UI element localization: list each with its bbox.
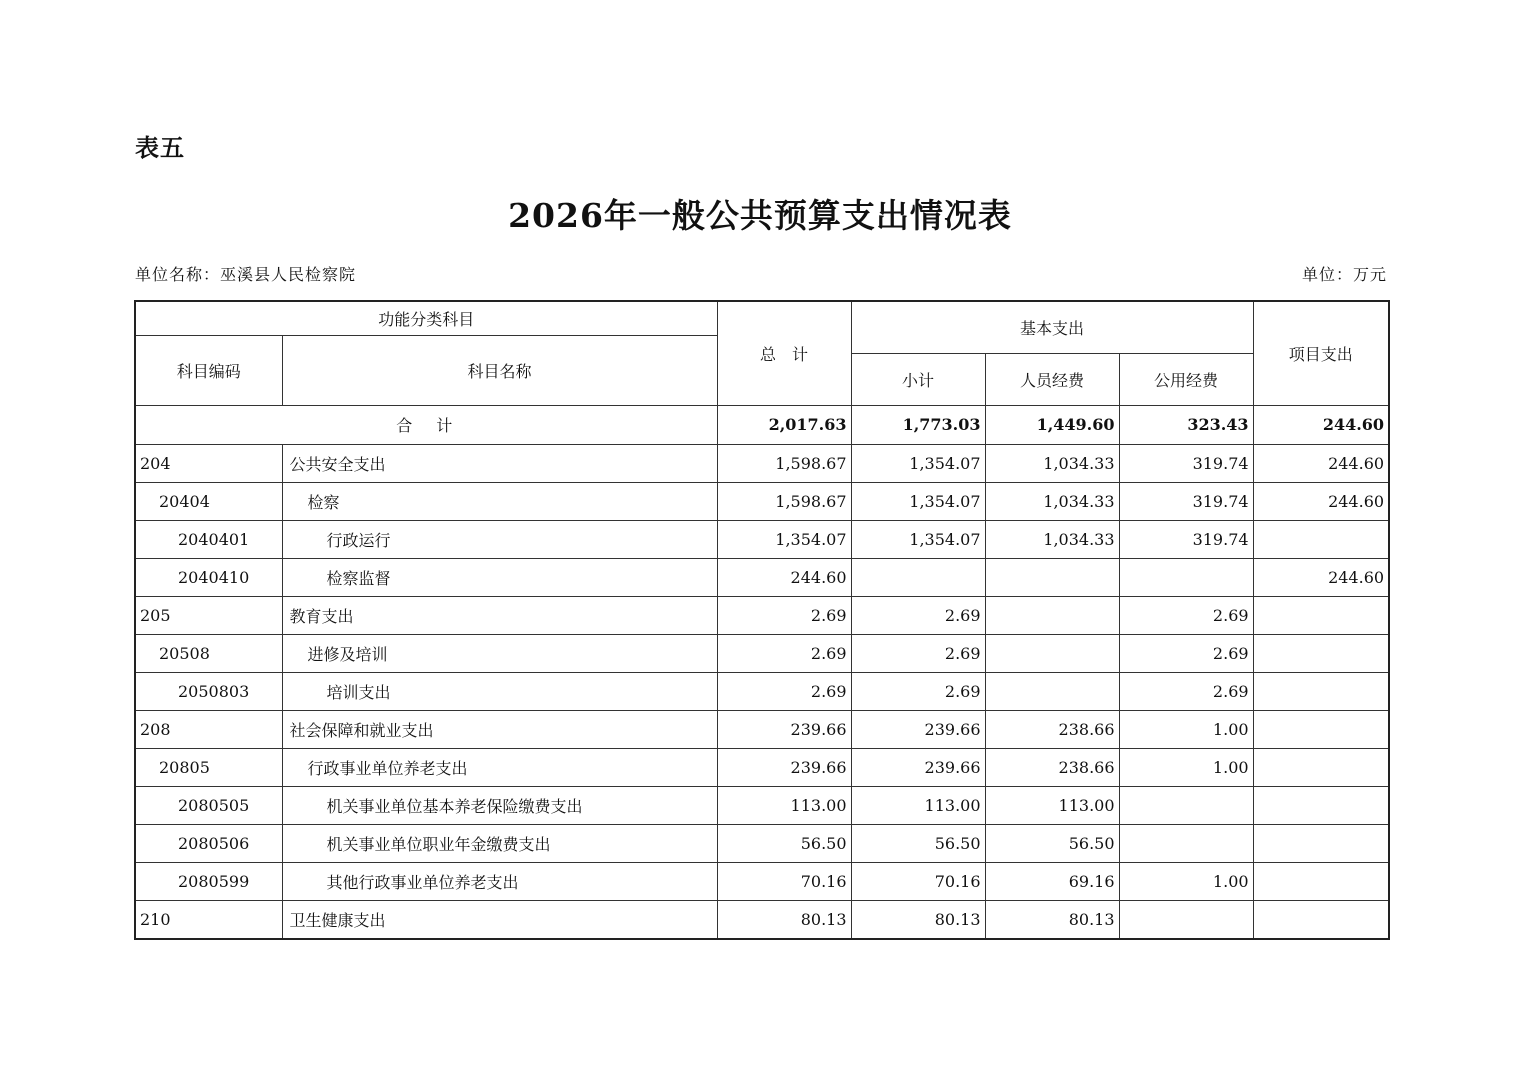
table-row	[135, 748, 1389, 786]
row-name: 培训支出	[282, 672, 717, 710]
row-project: 244.60	[1253, 444, 1389, 482]
row-code: 2050803	[135, 672, 282, 710]
row-code: 2040410	[135, 558, 282, 596]
row-project	[1253, 520, 1389, 558]
row-personnel: 69.16	[985, 862, 1119, 900]
row-project	[1253, 710, 1389, 748]
row-personnel	[985, 634, 1119, 672]
table-row	[135, 520, 1389, 558]
row-name: 机关事业单位基本养老保险缴费支出	[282, 786, 717, 824]
row-total: 56.50	[717, 824, 851, 862]
row-code: 2080506	[135, 824, 282, 862]
row-personnel	[985, 558, 1119, 596]
row-personnel: 1,034.33	[985, 482, 1119, 520]
row-public: 1.00	[1119, 710, 1253, 748]
header-name: 科目名称	[282, 335, 717, 405]
row-total: 2.69	[717, 596, 851, 634]
row-project: 244.60	[1253, 482, 1389, 520]
row-code: 20805	[135, 748, 282, 786]
row-project	[1253, 634, 1389, 672]
total-cell-public: 323.43	[1119, 405, 1253, 444]
row-code: 2040401	[135, 520, 282, 558]
row-subtotal: 2.69	[851, 596, 985, 634]
row-subtotal: 1,354.07	[851, 444, 985, 482]
row-public: 2.69	[1119, 672, 1253, 710]
row-name: 其他行政事业单位养老支出	[282, 862, 717, 900]
row-name: 行政事业单位养老支出	[282, 748, 717, 786]
row-subtotal: 239.66	[851, 710, 985, 748]
row-subtotal: 1,354.07	[851, 520, 985, 558]
table-row	[135, 824, 1389, 862]
row-project	[1253, 900, 1389, 939]
row-name: 卫生健康支出	[282, 900, 717, 939]
row-name: 教育支出	[282, 596, 717, 634]
row-personnel: 1,034.33	[985, 520, 1119, 558]
row-total: 80.13	[717, 900, 851, 939]
table-row	[135, 786, 1389, 824]
row-project	[1253, 786, 1389, 824]
header-project: 项目支出	[1253, 301, 1389, 405]
header-basic: 基本支出	[851, 301, 1253, 353]
row-name: 机关事业单位职业年金缴费支出	[282, 824, 717, 862]
row-personnel: 1,034.33	[985, 444, 1119, 482]
row-total: 113.00	[717, 786, 851, 824]
row-name: 公共安全支出	[282, 444, 717, 482]
row-public	[1119, 900, 1253, 939]
header-func-category: 功能分类科目	[135, 301, 717, 335]
row-public: 319.74	[1119, 482, 1253, 520]
row-public: 319.74	[1119, 444, 1253, 482]
row-name: 社会保障和就业支出	[282, 710, 717, 748]
table-row	[135, 900, 1389, 939]
table-row	[135, 482, 1389, 520]
row-total: 2.69	[717, 672, 851, 710]
budget-table	[134, 300, 1390, 940]
table-row	[135, 596, 1389, 634]
row-project	[1253, 672, 1389, 710]
row-name: 检察监督	[282, 558, 717, 596]
row-subtotal: 56.50	[851, 824, 985, 862]
row-public	[1119, 824, 1253, 862]
row-subtotal: 80.13	[851, 900, 985, 939]
row-code: 204	[135, 444, 282, 482]
document-title: 2026年一般公共预算支出情况表	[508, 196, 1012, 235]
row-public	[1119, 786, 1253, 824]
row-personnel	[985, 672, 1119, 710]
total-cell-personnel: 1,449.60	[985, 405, 1119, 444]
total-cell-project: 244.60	[1253, 405, 1389, 444]
header-total: 总 计	[717, 301, 851, 405]
row-code: 205	[135, 596, 282, 634]
row-total: 70.16	[717, 862, 851, 900]
row-code: 210	[135, 900, 282, 939]
row-subtotal: 113.00	[851, 786, 985, 824]
row-subtotal: 2.69	[851, 634, 985, 672]
row-code: 2080505	[135, 786, 282, 824]
row-code: 20508	[135, 634, 282, 672]
header-subtotal: 小计	[851, 353, 985, 405]
row-total: 2.69	[717, 634, 851, 672]
row-subtotal	[851, 558, 985, 596]
row-public: 2.69	[1119, 596, 1253, 634]
row-total: 1,354.07	[717, 520, 851, 558]
total-cell-total: 2,017.63	[717, 405, 851, 444]
row-personnel: 238.66	[985, 710, 1119, 748]
row-personnel: 56.50	[985, 824, 1119, 862]
row-personnel: 238.66	[985, 748, 1119, 786]
total-label: 合 计	[135, 405, 717, 444]
header-code: 科目编码	[135, 335, 282, 405]
unit-name: 单位名称：巫溪县人民检察院	[135, 265, 357, 284]
row-name: 行政运行	[282, 520, 717, 558]
row-public	[1119, 558, 1253, 596]
row-public: 1.00	[1119, 748, 1253, 786]
row-project	[1253, 824, 1389, 862]
row-subtotal: 239.66	[851, 748, 985, 786]
row-public: 2.69	[1119, 634, 1253, 672]
row-code: 208	[135, 710, 282, 748]
total-cell-subtotal: 1,773.03	[851, 405, 985, 444]
row-total: 239.66	[717, 748, 851, 786]
row-project	[1253, 748, 1389, 786]
table-row	[135, 444, 1389, 482]
row-personnel: 80.13	[985, 900, 1119, 939]
row-total: 239.66	[717, 710, 851, 748]
unit-label: 单位：万元	[1301, 265, 1387, 284]
row-total: 244.60	[717, 558, 851, 596]
row-code: 20404	[135, 482, 282, 520]
row-code: 2080599	[135, 862, 282, 900]
row-subtotal: 2.69	[851, 672, 985, 710]
header-public: 公用经费	[1119, 353, 1253, 405]
table-row	[135, 558, 1389, 596]
row-subtotal: 70.16	[851, 862, 985, 900]
row-project: 244.60	[1253, 558, 1389, 596]
table-number: 表五	[135, 134, 185, 162]
table-row	[135, 710, 1389, 748]
row-personnel: 113.00	[985, 786, 1119, 824]
row-public: 1.00	[1119, 862, 1253, 900]
row-name: 进修及培训	[282, 634, 717, 672]
table-row	[135, 862, 1389, 900]
row-name: 检察	[282, 482, 717, 520]
total-row	[135, 405, 1389, 444]
row-project	[1253, 596, 1389, 634]
header-personnel: 人员经费	[985, 353, 1119, 405]
row-total: 1,598.67	[717, 444, 851, 482]
row-project	[1253, 862, 1389, 900]
row-personnel	[985, 596, 1119, 634]
table-row	[135, 672, 1389, 710]
row-subtotal: 1,354.07	[851, 482, 985, 520]
row-public: 319.74	[1119, 520, 1253, 558]
table-row	[135, 634, 1389, 672]
row-total: 1,598.67	[717, 482, 851, 520]
